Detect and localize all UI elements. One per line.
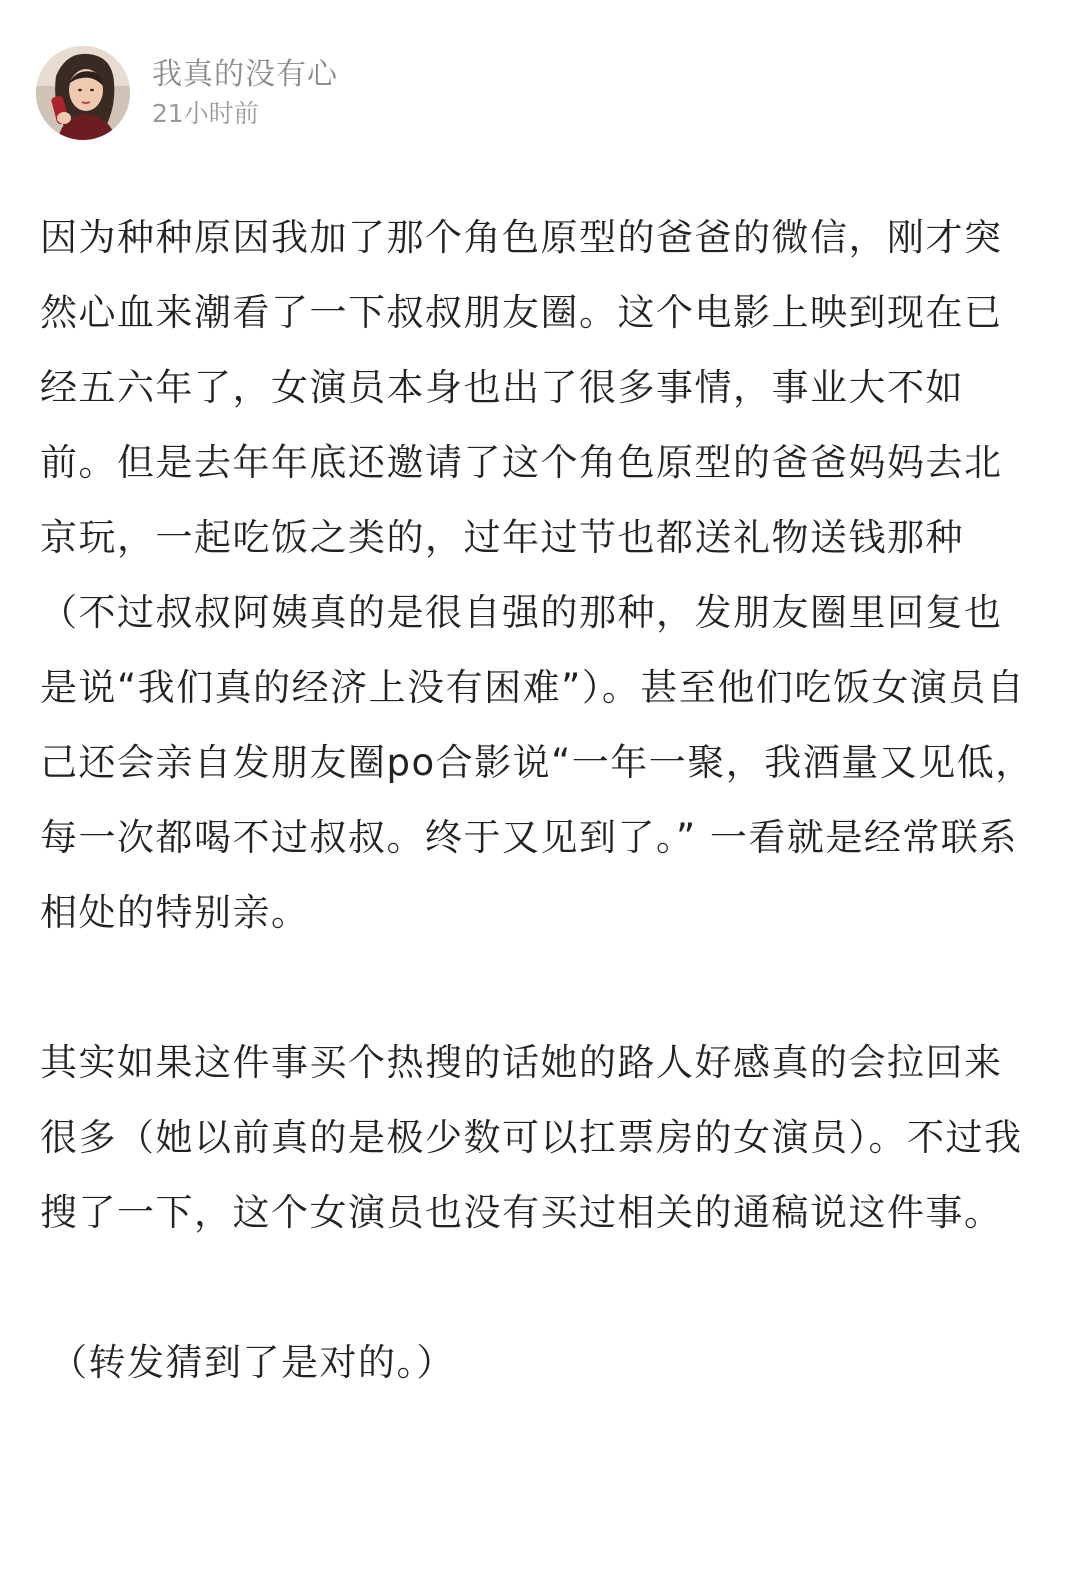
avatar[interactable] bbox=[36, 46, 130, 140]
author-name[interactable]: 我真的没有心 bbox=[152, 57, 338, 92]
author-info bbox=[152, 55, 338, 131]
post-paragraph: 因为种种原因我加了那个角色原型的爸爸的微信，刚才突然心血来潮看了一下叔叔朋友圈。这个电影上映到现在已经五六年了，女演员本身也出了很多事情，事业大不如前。但是去年年底还邀请了这个角色原型的爸爸妈妈去北京玩，一起吃饭之类的，过年过节也都送礼物送钱那种（不过叔叔阿姨真的是很自强的那种，发朋友圈里回复也是说“我们真的经济上没有困难”）。甚至他们吃饭女演员自己还会亲自发朋友圈po合影说“一年一聚，我酒量又见低，每一次都喝不过叔叔。终于又见到了。” 一看就是经常联系相处的特别亲。 bbox=[40, 216, 1034, 934]
post-body bbox=[40, 200, 1040, 1400]
user-avatar-photo-icon bbox=[36, 46, 130, 140]
post-header bbox=[36, 44, 338, 142]
post-paragraph-note: （转发猜到了是对的。） bbox=[50, 1341, 455, 1384]
post-paragraph: 其实如果这件事买个热搜的话她的路人好感真的会拉回来很多（她以前真的是极少数可以扛票房的女演员）。不过我搜了一下，这个女演员也没有买过相关的通稿说这件事。 bbox=[40, 1041, 1023, 1234]
post-time: 21小时前 bbox=[152, 99, 259, 128]
